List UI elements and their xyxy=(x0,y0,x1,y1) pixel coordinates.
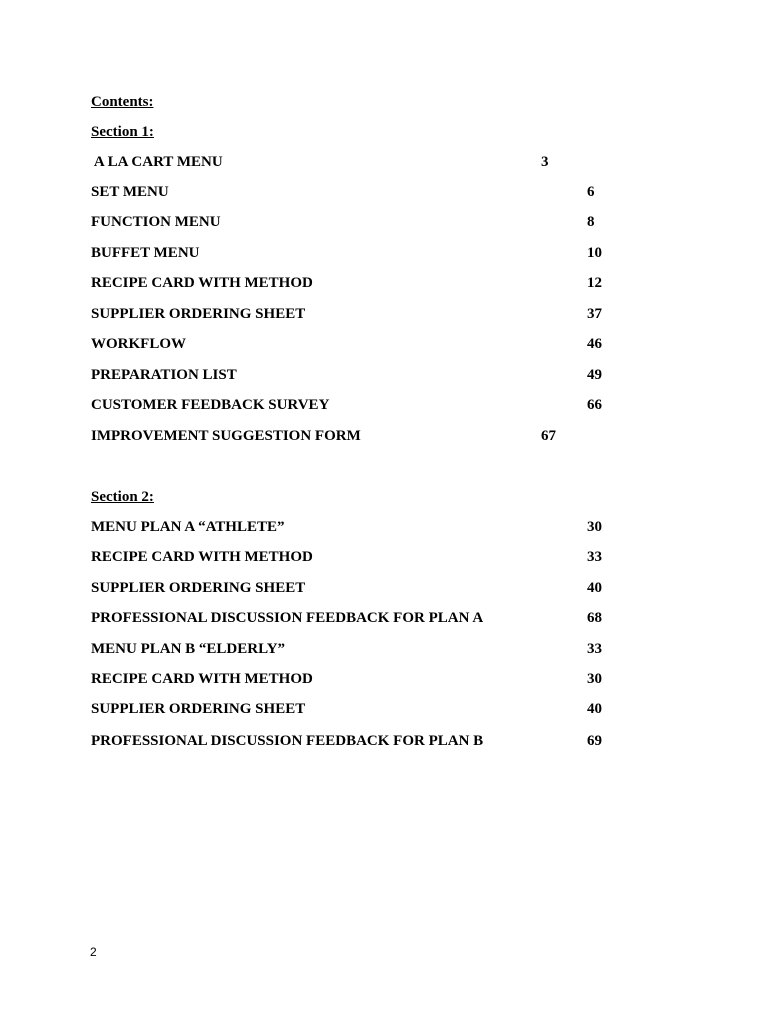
toc-entry-title: MENU PLAN A “ATHLETE” xyxy=(91,519,285,535)
toc-entry-page: 6 xyxy=(587,184,595,200)
toc-entry-title: SET MENU xyxy=(91,184,169,200)
toc-entry-page: 33 xyxy=(587,549,602,565)
contents-heading: Contents: xyxy=(91,94,154,110)
toc-entry-page: 67 xyxy=(541,428,556,444)
toc-entry-title: RECIPE CARD WITH METHOD xyxy=(91,275,313,291)
toc-entry-title: PREPARATION LIST xyxy=(91,367,237,383)
toc-entry-title: MENU PLAN B “ELDERLY” xyxy=(91,641,286,657)
toc-entry-title: CUSTOMER FEEDBACK SURVEY xyxy=(91,397,330,413)
section1-heading: Section 1: xyxy=(91,124,154,140)
toc-entry-title: IMPROVEMENT SUGGESTION FORM xyxy=(91,428,361,444)
toc-entry-title: PROFESSIONAL DISCUSSION FEEDBACK FOR PLAN A xyxy=(91,610,484,626)
toc-entry-page: 69 xyxy=(587,733,602,749)
toc-entry-title: BUFFET MENU xyxy=(91,245,200,261)
toc-entry-page: 8 xyxy=(587,214,595,230)
toc-entry-page: 12 xyxy=(587,275,602,291)
toc-entry-page: 68 xyxy=(587,610,602,626)
toc-entry-title: SUPPLIER ORDERING SHEET xyxy=(91,306,306,322)
toc-entry-page: 30 xyxy=(587,519,602,535)
toc-entry-title: SUPPLIER ORDERING SHEET xyxy=(91,701,306,717)
toc-entry-page: 46 xyxy=(587,336,602,352)
toc-entry-page: 40 xyxy=(587,701,602,717)
toc-entry-title: RECIPE CARD WITH METHOD xyxy=(91,671,313,687)
toc-entry-title: SUPPLIER ORDERING SHEET xyxy=(91,580,306,596)
toc-entry-page: 30 xyxy=(587,671,602,687)
toc-entry-page: 66 xyxy=(587,397,602,413)
toc-entry-title: FUNCTION MENU xyxy=(91,214,221,230)
toc-entry-title: A LA CART MENU xyxy=(91,154,223,170)
toc-entry-title: RECIPE CARD WITH METHOD xyxy=(91,549,313,565)
footer-page-number: 2 xyxy=(90,945,97,959)
toc-entry-title: WORKFLOW xyxy=(91,336,187,352)
toc-entry-page: 49 xyxy=(587,367,602,383)
toc-entry-page: 37 xyxy=(587,306,602,322)
toc-entry-page: 40 xyxy=(587,580,602,596)
toc-entry-page: 3 xyxy=(541,154,549,170)
toc-entry-page: 10 xyxy=(587,245,602,261)
toc-entry-title: PROFESSIONAL DISCUSSION FEEDBACK FOR PLAN B xyxy=(91,733,484,749)
toc-entry-page: 33 xyxy=(587,641,602,657)
section2-heading: Section 2: xyxy=(91,489,154,505)
